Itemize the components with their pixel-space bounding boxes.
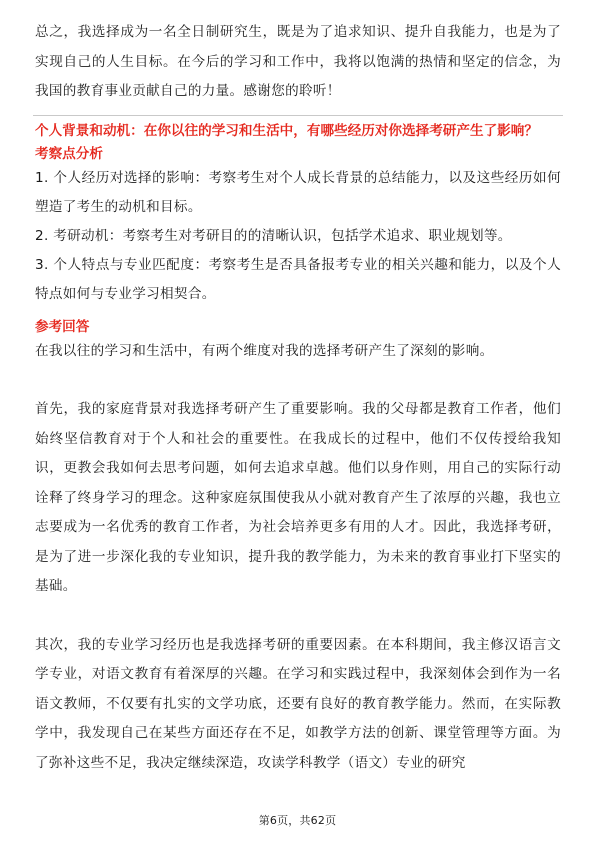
paragraph-spacer <box>35 366 561 395</box>
analysis-item: 1. 个人经历对选择的影响：考察考生对个人成长背景的总结能力，以及这些经历如何塑造了考生的动机和目标。 <box>35 169 561 215</box>
section-divider <box>33 115 563 116</box>
answer-body <box>35 337 561 779</box>
analysis-item: 2. 考研动机：考察考生对考研目的的清晰认识，包括学术追求、职业规划等。 <box>35 227 512 244</box>
analysis-list <box>35 164 561 309</box>
paragraph-spacer <box>35 602 561 631</box>
answer-paragraph: 其次，我的专业学习经历也是我选择考研的重要因素。在本科期间，我主修汉语言文学专业，对语文教育有着深厚的兴趣。在学习和实践过程中，我深刻体会到作为一名语文教师，不仅要有扎实的文学功底，还要有良好的教育教学能力。然而，在实际教学中，我发现自己在某些方面还存在不足，如教学方法的创新、课堂管理等方面。为了弥补这些不足，我决定继续深造，攻读学科教学（语文）专业的研究 <box>35 636 561 771</box>
analysis-title: 考察点分析 <box>35 145 103 162</box>
intro-paragraph: 总之，我选择成为一名全日制研究生，既是为了追求知识、提升自我能力，也是为了实现自己的人生目标。在今后的学习和工作中，我将以饱满的热情和坚定的信念，为我国的教育事业贡献自己的力量。感谢您的聆听！ <box>35 24 561 99</box>
answer-title: 参考回答 <box>35 318 90 335</box>
analysis-item: 3. 个人特点与专业匹配度：考察考生是否具备报考专业的相关兴趣和能力，以及个人特点如何与专业学习相契合。 <box>35 256 561 302</box>
question-heading: 个人背景和动机：在你以往的学习和生活中，有哪些经历对你选择考研产生了影响？ <box>35 122 538 139</box>
page-content <box>35 18 561 778</box>
answer-paragraph: 在我以往的学习和生活中，有两个维度对我的选择考研产生了深刻的影响。 <box>35 342 494 359</box>
answer-paragraph: 首先，我的家庭背景对我选择考研产生了重要影响。我的父母都是教育工作者，他们始终坚信教育对于个人和社会的重要性。在我成长的过程中，他们不仅传授给我知识，更教会我如何去思考问题，如何去追求卓越。他们以身作则，用自己的实际行动诠释了终身学习的理念。这种家庭氛围使我从小就对教育产生了浓厚的兴趣，我也立志要成为一名优秀的教育工作者，为社会培养更多有用的人才。因此，我选择考研，是为了进一步深化我的专业知识，提升我的教学能力，为未来的教育事业打下坚实的基础。 <box>35 401 561 594</box>
page-number: 第6页，共62页 <box>258 814 337 827</box>
